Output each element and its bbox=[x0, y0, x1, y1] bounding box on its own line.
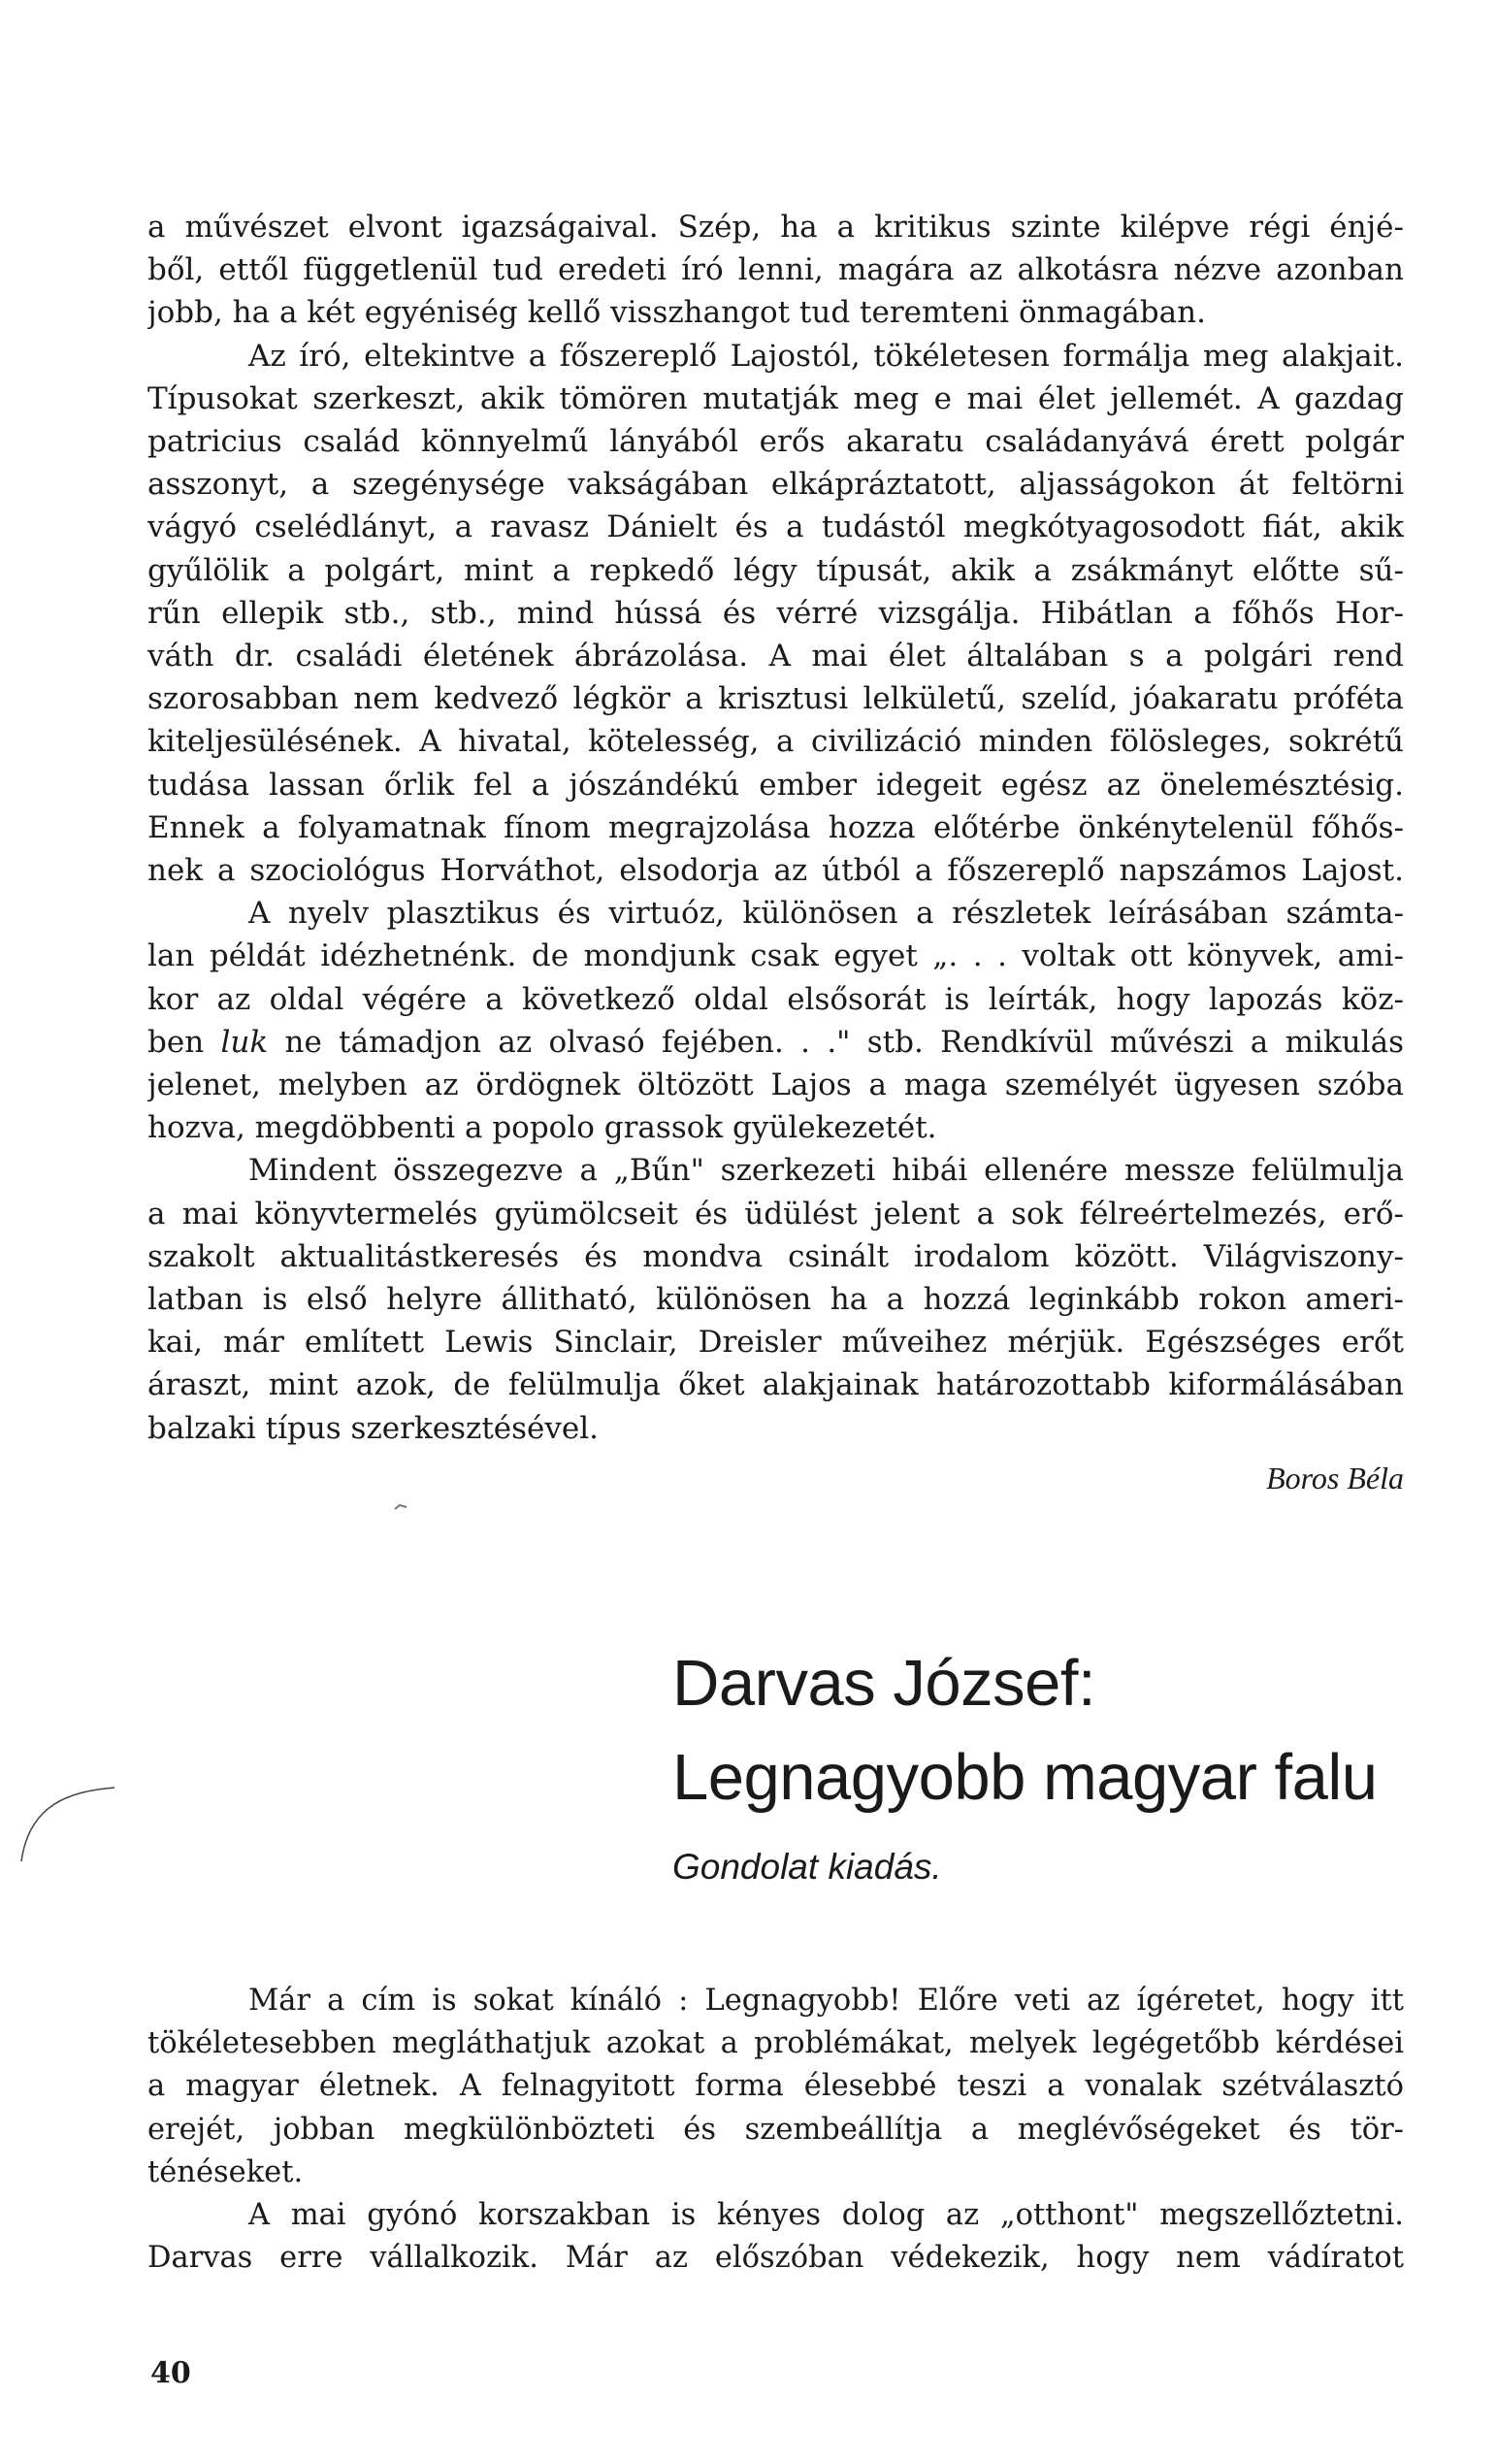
book-title: Legnagyobb magyar falu bbox=[672, 1741, 1378, 1814]
text-line: patricius család könnyelmű lányából erős akaratu családanyává érett polgár bbox=[147, 424, 1404, 460]
text-line: Ennek a folyamatnak fínom megrajzolása hozza előtérbe önkénytelenül főhős- bbox=[147, 809, 1404, 845]
text-line: kai, már említett Lewis Sinclair, Dreisler műveihez mérjük. Egészséges erőt bbox=[147, 1325, 1404, 1361]
text-line: rűn ellepik stb., stb., mind hússá és vérré vizsgálja. Hibátlan a főhős Hor- bbox=[147, 595, 1404, 631]
text-line: lan példát idézhetnénk. de mondjunk csak egyet „. . . voltak ott könyvek, ami- bbox=[147, 938, 1404, 974]
text-line: hozva, megdöbbenti a popolo grassok gyülekezetét. bbox=[147, 1110, 937, 1146]
review-darvas-book bbox=[147, 1980, 1404, 2280]
text-line: ténéseket. bbox=[147, 2154, 304, 2189]
text-line: váth dr. családi életének ábrázolása. A mai élet általában s a polgári rend bbox=[147, 639, 1404, 674]
paragraph bbox=[147, 1149, 1404, 1449]
text-line: ből, ettől függetlenül tud eredeti író lenni, magára az alkotásra nézve azonban bbox=[147, 252, 1404, 288]
margin-pencil-mark-icon bbox=[0, 1786, 116, 1863]
text-line: jelenet, melyben az ördögnek öltözött Lajos a maga személyét ügyesen szóba bbox=[147, 1068, 1404, 1103]
text-line: Mindent összegezve a „Bűn" szerkezeti hibái ellenére messze felülmulja bbox=[248, 1153, 1404, 1189]
paragraph bbox=[147, 2194, 1404, 2280]
text-line: A nyelv plasztikus és virtuóz, különösen a részletek leírásában számta- bbox=[248, 896, 1404, 932]
text-line: tudása lassan őrlik fel a jószándékú ember idegeit egész az önelemésztésig. bbox=[147, 767, 1404, 803]
text-line: a művészet elvont igazságaival. Szép, ha a kritikus szinte kilépve régi énjé- bbox=[147, 210, 1404, 245]
book-author: Darvas József: bbox=[672, 1647, 1096, 1720]
text-line: szorosabban nem kedvező légkör a krisztusi lelkületű, szelíd, jóakaratu próféta bbox=[147, 681, 1404, 717]
text-line: Darvas erre vállalkozik. Már az előszóban védekezik, hogy nem vádíratot bbox=[147, 2241, 1404, 2276]
text-line: balzaki típus szerkesztésével. bbox=[147, 1410, 600, 1446]
text-line: kor az oldal végére a következő oldal elsősorát is leírták, hogy lapozás köz- bbox=[147, 981, 1404, 1017]
text-line: szakolt aktualitástkeresés és mondva csinált irodalom között. Világviszony- bbox=[147, 1238, 1404, 1274]
paragraph bbox=[147, 335, 1404, 893]
text-line: Típusokat szerkeszt, akik tömören mutatják meg e mai élet jellemét. A gazdag bbox=[147, 380, 1404, 416]
text-line: gyűlölik a polgárt, mint a repkedő légy típusát, akik a zsákmányt előtte sű- bbox=[147, 552, 1404, 588]
paragraph bbox=[147, 1980, 1404, 2194]
author-signature: Boros Béla bbox=[1266, 1461, 1404, 1495]
text-line: vágyó cselédlányt, a ravasz Dánielt és a tudástól megkótyagosodott fiát, akik bbox=[147, 509, 1404, 545]
book-publisher: Gondolat kiadás. bbox=[672, 1847, 942, 1887]
text-line: erejét, jobban megkülönbözteti és szembeállítja a meglévőségeket és tör- bbox=[147, 2112, 1404, 2147]
text-line: jobb, ha a két egyéniség kellő visszhangot tud teremteni önmagában. bbox=[147, 295, 1206, 331]
text-line: a mai könyvtermelés gyümölcseit és üdülést jelent a sok félreértelmezés, erő- bbox=[147, 1196, 1404, 1232]
text-line: a magyar életnek. A felnagyitott forma élesebbé teszi a vonalak szétválasztó bbox=[147, 2069, 1404, 2104]
text-line: A mai gyónó korszakban is kényes dolog az „otthont" megszellőztetni. bbox=[248, 2198, 1404, 2233]
text-line: áraszt, mint azok, de felülmulja őket alakjainak határozottabb kiformálásában bbox=[147, 1367, 1404, 1403]
text-line: nek a szociológus Horváthot, elsodorja az útból a főszereplő napszámos Lajost. bbox=[147, 853, 1404, 889]
paragraph bbox=[147, 206, 1404, 335]
book-header bbox=[672, 1640, 1378, 1906]
paragraph bbox=[147, 892, 1404, 1149]
text-line: kiteljesülésének. A hivatal, kötelesség, a civilizáció minden fölösleges, sokrétű bbox=[147, 724, 1404, 760]
text-line: latban is első helyre állitható, különösen ha a hozzá leginkább rokon ameri- bbox=[147, 1282, 1404, 1318]
text-line: asszonyt, a szegénysége vakságában elkápráztatott, aljasságokon át feltörni bbox=[147, 467, 1404, 503]
text-line: ben luk ne támadjon az olvasó fejében. . ." stb. Rendkívül művészi a mikulás bbox=[147, 1024, 1404, 1060]
review-boros-bela bbox=[147, 206, 1404, 1450]
italic-word: luk bbox=[220, 1024, 269, 1060]
text-line: Az író, eltekintve a főszereplő Lajostól, tökéletesen formálja meg alakjait. bbox=[248, 338, 1404, 374]
page-number: 40 bbox=[150, 2356, 191, 2390]
text-line: tökéletesebben megláthatjuk azokat a problémákat, melyek legégetőbb kérdései bbox=[147, 2026, 1404, 2061]
ink-smudge-icon bbox=[394, 1503, 407, 1511]
text-line: Már a cím is sokat kínáló : Legnagyobb! Előre veti az ígéretet, hogy itt bbox=[248, 1984, 1404, 2018]
